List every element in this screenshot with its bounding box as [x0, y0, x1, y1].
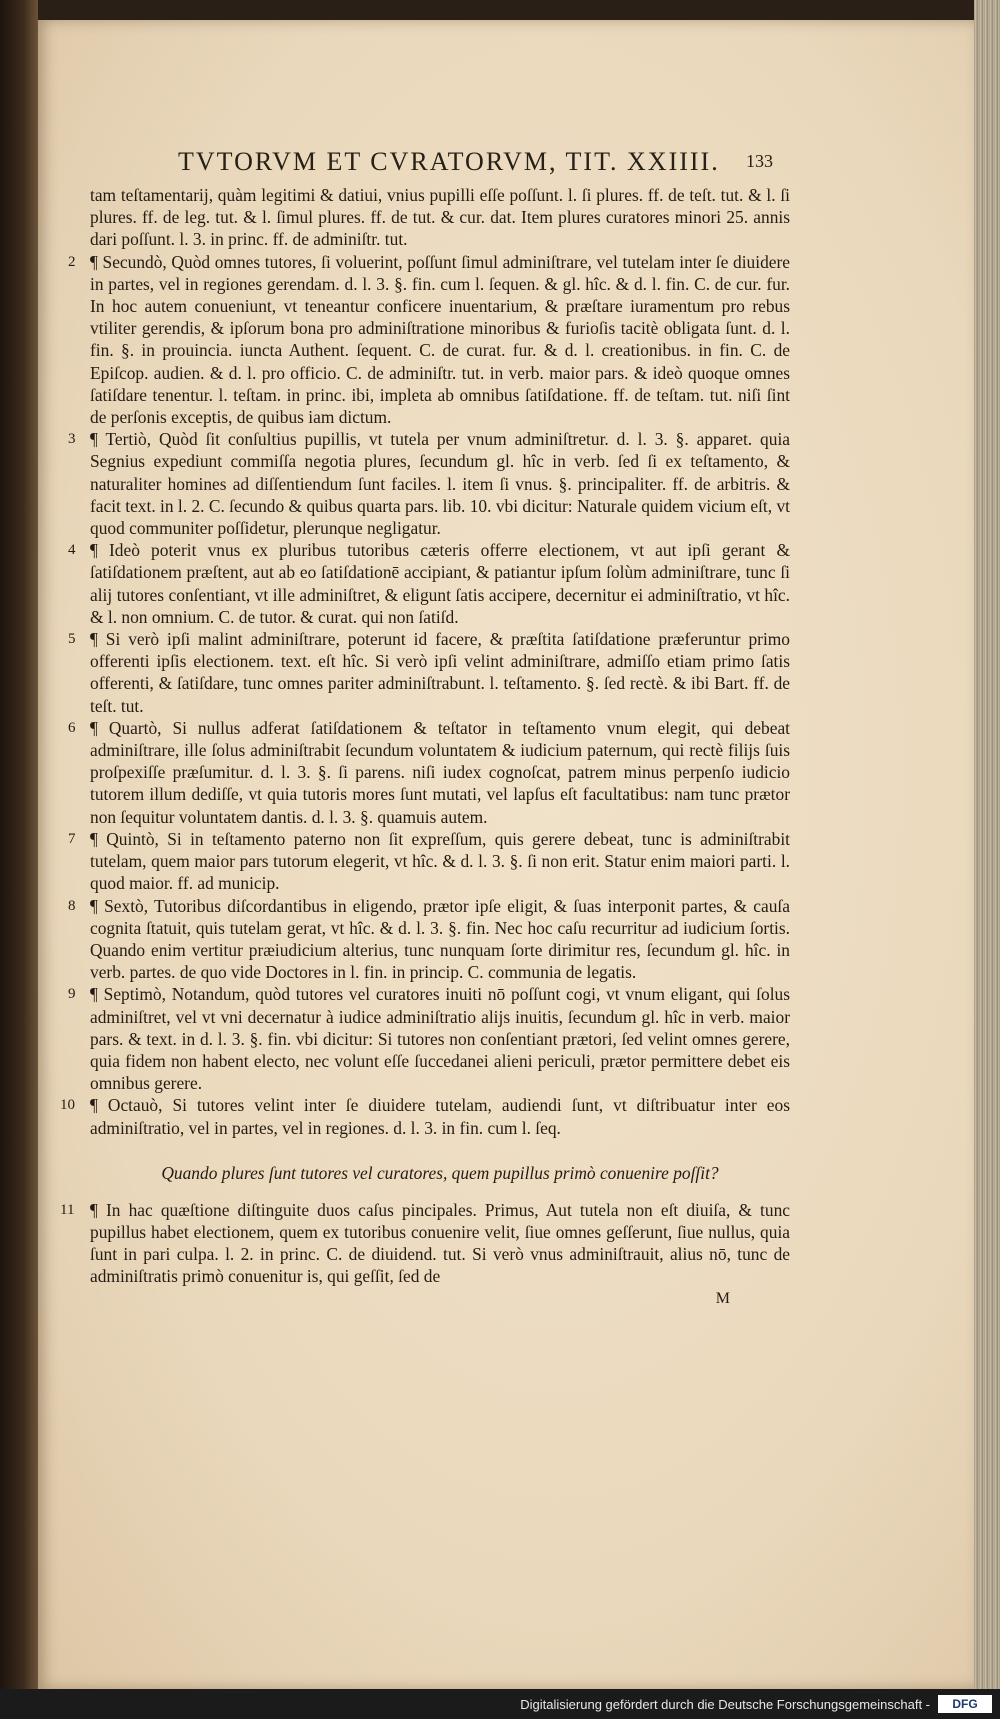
book-binding: [0, 0, 38, 1719]
margin-number: 9: [68, 986, 76, 1003]
running-head: TVTORVM ET CVRATORVM, TIT. XXIIII.: [178, 147, 720, 176]
paragraph: [60, 1094, 790, 1138]
margin-number: 4: [68, 542, 76, 559]
paragraph: [90, 184, 790, 251]
paragraph-text: ¶ Sextò, Tutoribus diſcordantibus in eligendo, prætor ipſe eligit, & ſuas interponit partes, & cauſa cognita ſtatuit, quis tutelam gerat, vt hîc. & d. l. 3. §. fin. Nec hoc caſu recurritur ad iudicium ſortis. Quando enim vertitur præiudicium alterius, tunc nunquam ſorte dirimitur res, ſecundum gl. hîc. in verb. partes. de quo vide Doctores in l. fin. in princip. C. communia de legatis.: [90, 895, 790, 983]
paragraph-text: ¶ Quintò, Si in teſtamento paterno non ſit expreſſum, quis gerere debeat, tunc is adminiſtrabit tutelam, quem maior pars tutorum elegerit, vt hîc. & d. l. 3. §. ſi non erit. Statur enim maiori parti. l. quod maior. ff. ad municip.: [90, 828, 790, 894]
footer-bar: [0, 1689, 1000, 1719]
margin-number: 10: [60, 1097, 75, 1114]
paragraph: [68, 539, 790, 628]
paragraph-text: ¶ Tertiò, Quòd ſit conſultius pupillis, vt tutela per vnum adminiſtretur. d. l. 3. §. apparet. quia Segnius expediunt commiſſa negotia plures, ſecundum gl. hîc in verb. ſed ſi ex teſtamento, & naturaliter homines ad diſſentiendum ſunt faciles. l. item ſi vnus. §. principaliter. ff. de arbitris. & facit text. in l. 2. C. ſecundo & quibus quarta pars. lib. 10. vbi dicitur: Naturale quidem vicium eſt, vt quod communiter poſſidetur, plerunque negligatur.: [90, 429, 790, 539]
margin-number: 3: [68, 431, 76, 448]
paragraph: [68, 983, 790, 1094]
book-page: [38, 20, 974, 1689]
paragraph-text: ¶ In hac quæſtione diſtinguite duos caſus pincipales. Primus, Aut tutela non eſt diuiſa, & tunc pupillus habet electionem, quem ex tutoribus conuenire velit, ſiue omnes geſſerunt, ſiue nullus, quia ſunt in pari culpa. l. 2. in princ. C. de diuidend. tut. Si verò vnus adminiſtrauit, alius nō, tunc de adminiſtratis primò conuenitur is, qui geſſit, ſed de: [90, 1199, 790, 1287]
paragraph: [68, 895, 790, 984]
margin-number: 11: [60, 1201, 75, 1218]
margin-number: 5: [68, 631, 76, 648]
page-number: 133: [746, 151, 773, 171]
signature-mark: M: [715, 1289, 730, 1307]
paragraph-text: ¶ Septimò, Notandum, quòd tutores vel curatores inuiti nō poſſunt cogi, vt vnum eligant, qui ſolus adminiſtret, vel vt vni decernatur à iudice adminiſtratio alijs inuitis, ſecundum gl. hîc in verb. maior pars. & text. in d. l. 3. §. fin. vbi dicitur: Si tutores non conſentiant prætori, ſed velint omnes gerere, quia fidem non habent electo, nec volunt eſſe ſuccedanei alieni periculi, prætor permittere debet eis omnibus gerere.: [90, 984, 790, 1094]
paragraph: [68, 717, 790, 828]
paragraph: [68, 251, 790, 429]
dfg-logo: DFG: [938, 1695, 992, 1713]
paragraph-text: ¶ Si verò ipſi malint adminiſtrare, poterunt id facere, & præſtita ſatiſdatione præferuntur primo offerenti ipſis electionem. text. eſt hîc. Si verò ipſi velint adminiſtrare, admiſſo etiam primo ſatis offerenti, & ſatiſdare, tunc omnes pariter adminiſtrabunt. l. teſtamento. §. ſed rectè. & ibi Bart. ff. de teſt. tut.: [90, 629, 790, 716]
paragraph-text: ¶ Quartò, Si nullus adferat ſatiſdationem & teſtator in teſtamento vnum elegit, qui debeat adminiſtrare, ille ſolus adminiſtrabit ſecundum voluntatem & iudicium paternum, qui rectè filijs ſuis proſpexiſſe præſumitur. d. l. 3. §. ſi parens. niſi iudex cognoſcat, patrem minus perpenſo iudicio tutorem illum dediſſe, vt quia tutoris mores ſunt mutati, vel lapſus eſt facultatibus: nam tunc prætor non ſequitur voluntatem dantis. d. l. 3. §. quamuis autem.: [90, 717, 790, 827]
body-text: [60, 184, 790, 1310]
paragraph-text: ¶ Octauò, Si tutores velint inter ſe diuidere tutelam, audiendi ſunt, vt diſtribuatur inter eos adminiſtratio, vel in partes, vel in regiones. d. l. 3. in fin. cum l. ſeq.: [90, 1095, 790, 1138]
digitization-credit: Digitalisierung gefördert durch die Deutsche Forschungsgemeinschaft -: [520, 1697, 930, 1712]
margin-number: 7: [68, 830, 76, 847]
paragraph: [68, 628, 790, 717]
paragraph: [68, 428, 790, 539]
paragraph: [60, 1199, 790, 1288]
paragraph-text: ¶ Ideò poterit vnus ex pluribus tutoribus cæteris offerre electionem, vt aut ipſi gerant & ſatiſdationem præſtent, aut ab eo ſatiſdationē accipiant, & patiantur ipſum ſolùm adminiſtrare, tunc ſi alij tutores conſentiant, vt ille adminiſtret, & eligunt ſatis accipere, decernitur ei adminiſtratio, vt hîc. & l. non omnium. C. de tutor. & curat. qui non ſatiſd.: [90, 540, 790, 627]
page-edges: [974, 0, 1000, 1719]
section-heading: Quando plures ſunt tutores vel curatores, quem pupillus primò conuenire poſſit?: [161, 1162, 719, 1183]
paragraph: [68, 828, 790, 895]
paragraph-text: tam teſtamentarij, quàm legitimi & datiui, vnius pupilli eſſe poſſunt. l. ſi plures. ff. de teſt. tut. & l. ſi plures. ff. de leg. tut. & l. ſimul plures. ff. de tut. & cur. dat. Item plures curatores minori 25. annis dari poſſunt. l. 3. in princ. ff. de adminiſtr. tut.: [90, 185, 790, 250]
margin-number: 6: [68, 719, 76, 736]
paragraph-text: ¶ Secundò, Quòd omnes tutores, ſi voluerint, poſſunt ſimul adminiſtrare, vel tutelam inter ſe diuidere in partes, vel in regiones gerendam. d. l. 3. §. fin. cum l. ſequen. & gl. hîc. & d. l. fin. C. de cur. fur. In hoc autem conueniunt, vt teneantur conficere inuentarium, & præſtare iuramentum pro rebus vtiliter gerendis, & ipſorum bona pro adminiſtratione minoribus & furioſis tacitè obligata ſunt. d. l. fin. §. in prouincia. iuncta Authent. ſequent. C. de curat. fur. & d. l. creationibus. in fin. C. de Epiſcop. audien. & d. l. pro officio. C. de adminiſtr. tut. in verb. maior pars. & ideò quoque omnes ſatiſdare tenentur. l. teſtam. in princ. ibi, impleta ab omnibus ſatiſdatione. ff. de teſtam. tut. niſi ſint de perſonis exceptis, de quibus iam dictum.: [90, 251, 790, 428]
margin-number: 8: [68, 897, 76, 914]
margin-number: 2: [68, 253, 76, 270]
